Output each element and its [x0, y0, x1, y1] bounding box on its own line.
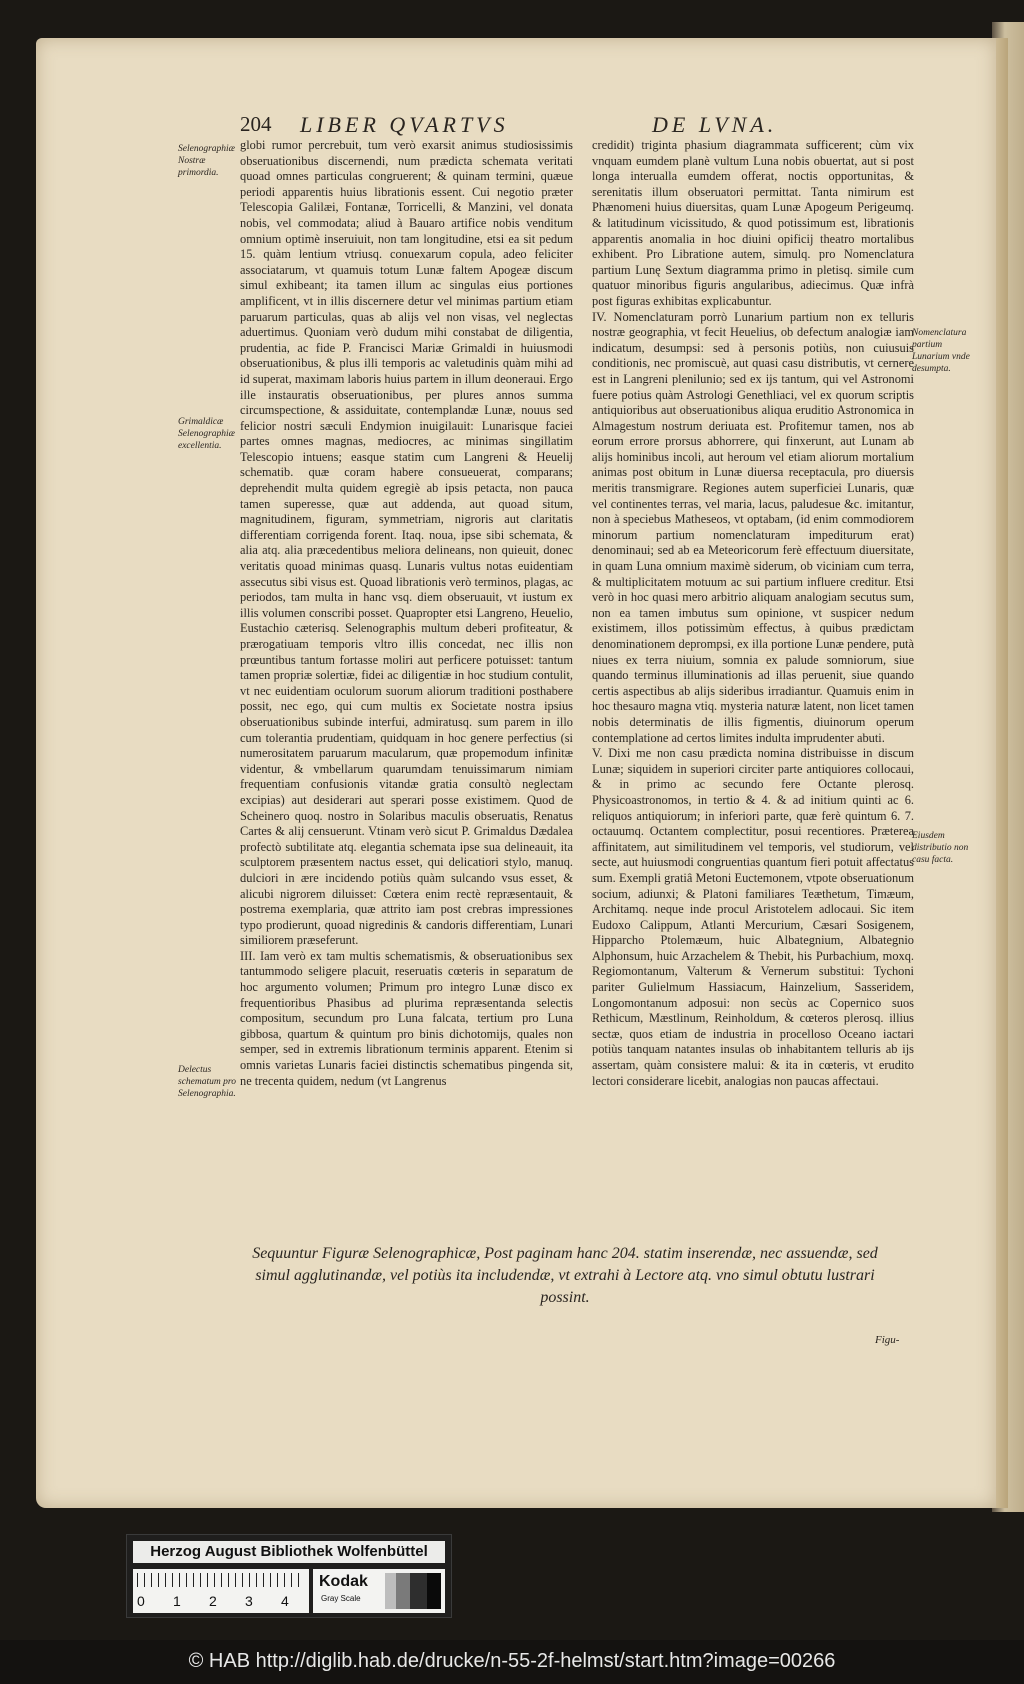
- ruler-label: 3: [245, 1593, 253, 1609]
- running-head-left: LIBER QVARTVS: [300, 112, 509, 137]
- margin-note: Eiusdem distributio non casu facta.: [912, 831, 969, 865]
- library-name: Herzog August Bibliothek Wolfenbüttel: [133, 1541, 445, 1563]
- paragraph: III. Iam verò ex tam multis schematismis, & obseruationibus sex tantummodo seligere placuit, reseruatis cœteris in separatum de hoc argumento volumen; Primum pro integro Lunæ disco ex frequentioribus Phasibus ad plurima repræsentanda selectis compositum, secundum pro Luna falcata, tertium pro Luna gibbosa, quartum & quintum pro binis dichotomijs, quales non semper, sed in extremis librationum terminis apparent. Etenim si omnis varietas Lunaris faciei distinctis schematibus pingenda sit, ne trecenta quidem, nedum (vt Langrenus: [240, 948, 573, 1088]
- right-text-column: [592, 138, 914, 1089]
- copyright-url: © HAB http://diglib.hab.de/drucke/n-55-2f-helmst/start.htm?image=00266: [188, 1650, 836, 1672]
- ruler-label: 1: [173, 1593, 181, 1609]
- paragraph: credidit) triginta phasium diagrammata sufficerent; cùm vix vnquam eumdem planè vultum Luna nobis obuertat, aut si post longa interualla eumdem offerat, noctis opportunitas, & serenitatis illum obseruatori permittat. Tanta nimirum est Phænomeni huius diuersitas, quam Lunæ Apogeum Perigeumq. & latitudinum vicissitudo, & quod potissimum est, librationis apparentis anomalia in hoc diuini opificij theatro mortalibus exhibent. Pro Libratione autem, simulq. pro Nomenclatura partium Lunę Sextum diagramma primo in pletisq. simile cum quatuor minoribus figuris angularibus, adiecimus. Quæ infrà post figuras exhibitas explicabuntur.: [592, 138, 914, 308]
- paragraph: globi rumor percrebuit, tum verò exarsit animus studiosissimis obseruationibus discernendi, num prædicta schemata veritati quoad omnes particulas congruerent; & quinam termini, quæue periodi apparentis huius librationis essent. Cui negotio præter Telescopia Galilæi, Fontanæ, Torricelli, & Manzini, vel donata nobis, vel commodata; aliud à Bauaro artifice nobis venditum omnium optimè inseruiuit, non tam longitudine, etsi ea sit pedum 15. quàm lentium vtriusq. conuexarum copula, adeo feliciter associatarum, vt quamuis totum Lunæ faltem Apogeæ discum simul exhibeant; ita tamen illum ac singulas eius portiones amplificent, vt in illis discernere detur vel minimas partium etiam paruarum particulas, quas ab alijs vel non visas, vel neglectas aduertimus. Quoniam verò dudum mihi constabat de diligentia, prudentia, ac fide P. Francisci Mariæ Grimaldi in huiusmodi obseruationibus, & plus illi temporis ac valetudinis quàm mihi ad id superat, maximam laboris huius partem in illum deoneraui. Ergo ille instauratis obseruationibus, per plures annos summa circumspectione, & assiduitate, contemplandæ Lunæ, nouus sed felicior nostri sæculi Endymion inuigilauit: Lunarisque faciei partes omnes magnas, mediocres, ac minimas singillatim Telescopio intuens; easque statim cum Langreni & Heuelij schematib. quæ coram habere consueuerat, comparans; deprehendit multa quidem egregiè ab ipsis petacta, non pauca tamen superesse, quæ aut addenda, aut quoad situm, magnitudinem, figuram, symmetriam, nigroris aut claritatis differentiam corrigenda forent. Itaq. noua, ipse sibi schemata, & alia atq. alia præcedentibus meliora delineans, non quieuit, donec veritatis quoad minimas quasq. Lunaris vultus notas euidentiam assecutus sibi visus est. Quoad librationis verò terminos, plagas, ac periodos, tam multa in hanc vsq. diem obseruauit, vt iustum ex illis volumen conscribi posset. Quapropter etsi Langreno, Heuelio, Eustachio cæterisq. Selenographis multum deberi profiteatur, & prærogatiuam temporis vltro illis concedat, nec illis non prœuntibus tantum fortasse moliri aut perficere potuisset: tantum tamen propriæ solertiæ, fidei ac diligentiæ in hoc studium contulit, vt nec euidentiam oculorum suorum aliorum traditioni posthabere possit, nec ego, qui cum multis ex Societate nostra ipsius obseruationibus subinde interfui, admiratusq. sum parem in illo cum tolerantia prudentiam, quidquam in hoc genere perfectius (si numerositatem paruarum macularum, quæ propemodum infinitæ videntur, & vmbellarum quarumdam tenuissimarum nimiam frequentiam confusionis vitandæ gratia consultò neglectam excipias) aut desiderari aut sperari posse existimem. Quod de Scheinero quoq. nostro in Solaribus maculis obseruatis, Renatus Cartes & alij censuerunt. Vtinam verò sicut P. Grimaldus Dædalea profectò subtilitate atq. elegantia schemata ipse sua delineauit, ita sculptorem præsentem nactus esset, qui delicatiori stylo, manuq. dulciori in ære incidendo potiùs quàm sulcando vsus esset, & alicubi nigrorem diluisset: Cœtera enim rectè repræsentauit, & postrema exemplaria, quæ attrito iam post crebras impressiones typo prodierunt, quoad nigredinis & candoris differentiam, Lunari similiorem præseferunt.: [240, 138, 573, 948]
- running-head-right: DE LVNA.: [652, 112, 778, 137]
- left-text-column: [240, 138, 573, 1089]
- margin-note: Nomenclatura partium Lunarium vnde desumpta.: [912, 328, 970, 374]
- paragraph: IV. Nomenclaturam porrò Lunarium partium non ex telluris nostræ geographia, vt fecit Heuelius, ob defectum analogiæ iam indicatum, desumpsi: sed à personis potiùs, non cuiusuis conditionis, nec promiscuè, aut quasi casu distributis, vt cernere est in Langreni plenilunio; sed ex ijs tantum, qui vel Astronomi fuere potius quàm Astrologi Genethliaci, vel ex quorum scriptis antiquioribus aut obseruationibus aliqua eruditio Astronomica in Almagestum nostrum deriuata est. Profitemur tamen, nos ab eorum errore prorsus abhorrere, qui finxerunt, aut Lunam ab alijs hominibus incoli, aut heroum vel etiam aliorum mortalium animas post obitum in Lunæ diuersa receptacula, pro diuersis meritis transmigrare. Regiones autem superficiei Lunaris, quæ vel continentes terras, vel maria, lacus, paludesue &c. imitantur, non à speciebus Matheseos, vt optabam, (id enim commodiorem minorum partium nomenclaturam impediturum erat) denominaui; sed ab ea Meteoricorum ferè effectuum diuersitate, in quam Luna omnium maximè siderum, ob viciniam cum terra, & multiplicitatem motuum ac sui partium influere creditur. Etsi verò in hoc quasi mero arbitrio aliquam analogiam secutus sum, non ea tamen imbutus sum opinione, vt suspicer nedum existimem, illos potissimùm effectus, à quibus prædictam denominationem deprompsi, ex illa portione Lunæ pendere, putà niues ex terra niuium, somnia ex palude somniorum, siue quando terminus illuminationis ad illas peruenit, siue quando certis aspectibus ab alijs sideribus irradiantur. Quamuis enim in hoc thesauro magna vtiq. mysteria naturæ latent, non licet tamen nobis determinatis de illis figmentis, diuinorum operum contemplatione ad certos limites indulta imprudenter abuti.: [592, 309, 914, 745]
- margin-note: Delectus schematum pro Selenographia.: [178, 1065, 236, 1099]
- paragraph: V. Dixi me non casu prædicta nomina distribuisse in discum Lunæ; siquidem in superiori circiter parte antiquiores collocaui, & in primo ac secundo fere Octante plerosq. Physicoastronomos, in tertio & 4. & ad initium quinti ac 6. reliquos antiquiorum; in inferiori parte, quæ ferè quintum 6. 7. octauumq. Octantem complectitur, posui recentiores. Præterea affinitatem, aut similitudinem vel temporis, vel studiorum, vel secte, aut huiusmodi congruentias quantum fieri potuit affectatus sum. Exempli gratiâ Metoni Euctemonem, vtpote obseruationum socium, adiunxi; & Platoni familiares Teæthetum, Timæum, Architamq. neque inde procul Aristotelem adlocaui. Sic item Eudoxo Calippum, Atlanti Mercurium, Cæsari Sosigenem, Hipparcho Ptolemæum, huic Albategnium, Albategnio Alphonsum, huic Arzachelem & Thebit, his Purbachium, moxq. Regiomontanum, Valterum & Vernerum substitui: Tychoni pariter Gulielmum Hassiacum, Hainzelium, Sasseridem, Longomontanum adposui: non secùs ac Copernico suos Rethicum, Mæstlinum, Reinholdum, & cœteros plerosq. illius sectæ, quos etiam de industria in procelloso Oceano iactari potiùs tanquam natantes insulas ob inhabitantem telluris ab ijs assertam, quàm consistere malui: & ita in cœteris, vt erudito lectori considerare licebit, analogias non paucas affectaui.: [592, 746, 914, 1088]
- page-gutter: [996, 38, 1008, 1508]
- library-scan-card: [126, 1534, 452, 1618]
- catchword: Figu-: [875, 1334, 900, 1346]
- ruler-label: 0: [137, 1593, 145, 1609]
- margin-note: Grimaldicæ Selenographiæ excellentia.: [178, 417, 235, 451]
- ruler-label: 2: [209, 1593, 217, 1609]
- gray-patches: [385, 1573, 441, 1609]
- kodak-logo: Kodak: [319, 1573, 368, 1590]
- kodak-gray-scale: [313, 1569, 445, 1613]
- gray-scale-label: Gray Scale: [321, 1594, 361, 1603]
- page-number: 204: [240, 112, 272, 136]
- scale-ruler: [133, 1569, 309, 1613]
- figure-insertion-note: Sequuntur Figuræ Selenographicæ, Post paginam hanc 204. statim inserendæ, nec assuendæ, sed simul agglutinandæ, vel potiùs ita includendæ, vt extrahi à Lectore atq. vno simul obtutu lustrari possint.: [252, 1245, 878, 1306]
- ruler-label: 4: [281, 1593, 289, 1609]
- margin-note: Selenographiæ Nostræ primordia.: [178, 144, 235, 178]
- ruler-ticks: [137, 1573, 305, 1587]
